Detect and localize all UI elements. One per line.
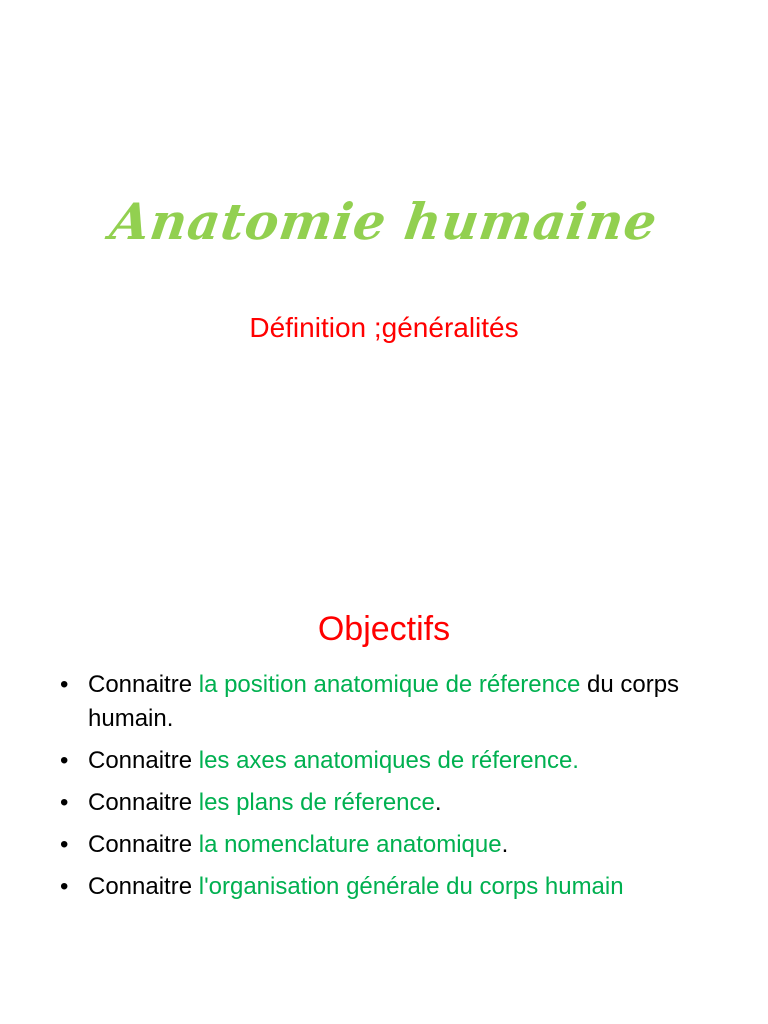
objectives-list bbox=[56, 668, 716, 912]
slide-title: Anatomie humaine bbox=[106, 192, 662, 251]
objective-highlight: la nomenclature anatomique bbox=[198, 831, 502, 858]
objective-highlight: les axes anatomiques de réference. bbox=[198, 747, 579, 774]
objective-item bbox=[56, 668, 716, 736]
objective-suffix: du corps humain. bbox=[88, 671, 680, 732]
objective-suffix: . bbox=[434, 789, 442, 816]
objectives-heading: Objectifs bbox=[317, 610, 451, 648]
bullet-icon: • bbox=[60, 831, 69, 858]
objective-suffix: . bbox=[501, 831, 509, 858]
bullet-icon: • bbox=[60, 747, 69, 774]
bullet-icon: • bbox=[60, 671, 69, 698]
objective-prefix: Connaitre bbox=[88, 671, 199, 698]
bullet-icon: • bbox=[60, 789, 69, 816]
objective-prefix: Connaitre bbox=[88, 831, 199, 858]
objective-prefix: Connaitre bbox=[88, 873, 199, 900]
objective-item bbox=[56, 828, 716, 862]
objective-item bbox=[56, 744, 716, 778]
objective-prefix: Connaitre bbox=[88, 789, 199, 816]
bullet-icon: • bbox=[60, 873, 69, 900]
slide-subtitle: Définition ;généralités bbox=[249, 312, 519, 343]
objective-item bbox=[56, 786, 716, 820]
objective-highlight: l'organisation générale du corps humain bbox=[198, 873, 624, 900]
objective-highlight: la position anatomique de réference bbox=[198, 671, 581, 698]
objective-item bbox=[56, 870, 716, 904]
objective-prefix: Connaitre bbox=[88, 747, 199, 774]
objective-highlight: les plans de réference bbox=[198, 789, 435, 816]
